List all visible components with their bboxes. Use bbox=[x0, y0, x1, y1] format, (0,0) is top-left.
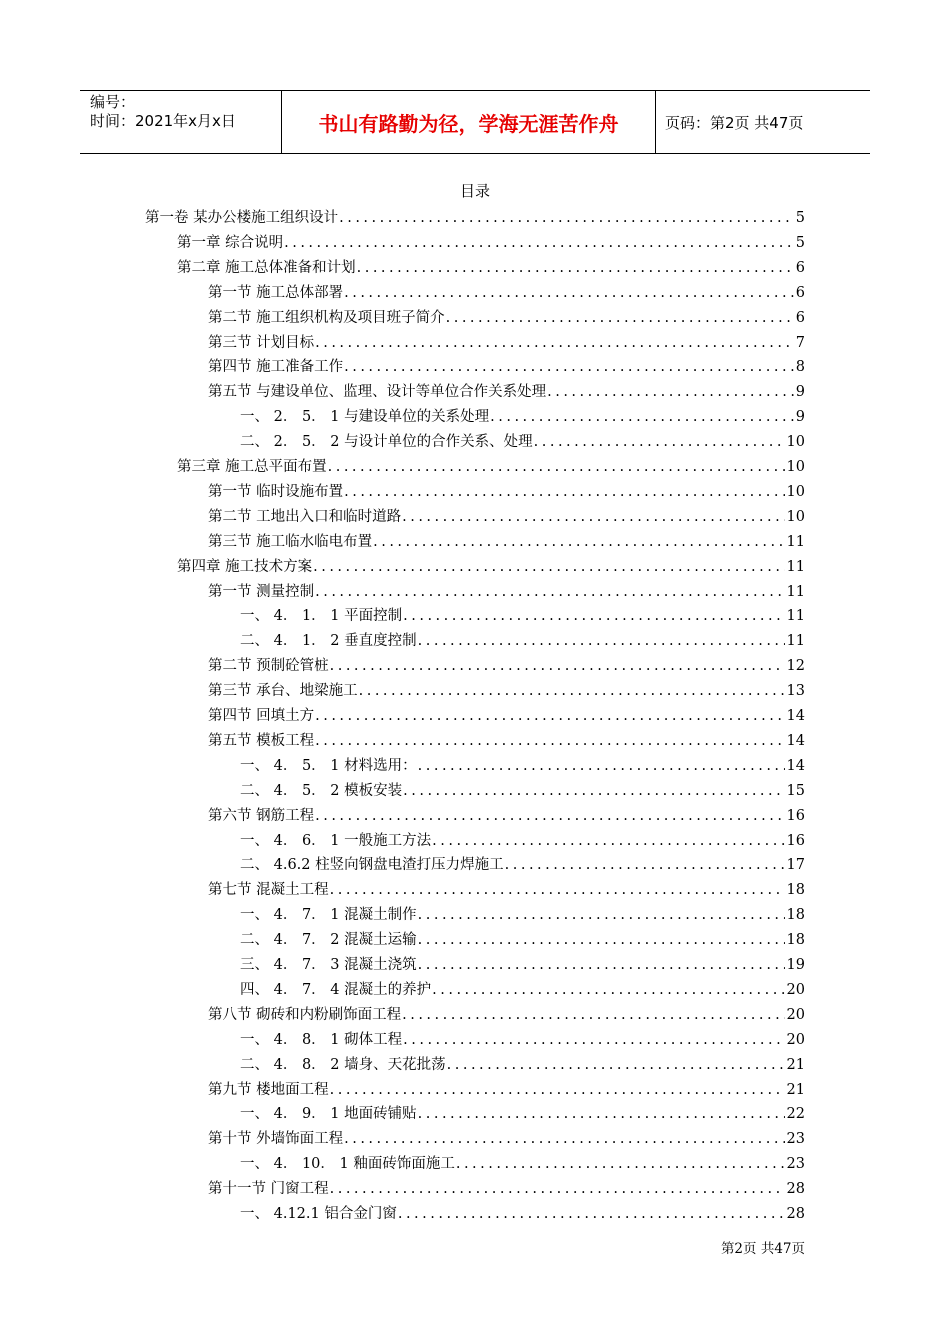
toc-leader-dots bbox=[418, 930, 785, 950]
toc-entry-title: 第三节 计划目标 bbox=[208, 334, 315, 351]
toc-leader-dots bbox=[403, 606, 784, 626]
toc-entry-page: 14 bbox=[786, 708, 805, 724]
toc-entry-title: 二、 4． 1． 2 垂直度控制 bbox=[240, 633, 417, 650]
toc-entry-page: 10 bbox=[786, 459, 805, 475]
toc-entry[interactable] bbox=[240, 602, 805, 626]
toc-entry-title: 第七节 混凝土工程 bbox=[208, 882, 329, 899]
toc-entry-page: 11 bbox=[786, 583, 805, 600]
toc-leader-dots bbox=[328, 457, 785, 477]
toc-entry-title: 第六节 钢筋工程 bbox=[208, 807, 315, 824]
toc-leader-dots bbox=[284, 233, 794, 253]
toc-leader-dots bbox=[547, 382, 794, 402]
toc-entry-page: 5 bbox=[795, 234, 805, 251]
toc-entry-title: 第十一节 门窗工程 bbox=[208, 1181, 329, 1198]
toc-leader-dots bbox=[313, 557, 784, 577]
toc-leader-dots bbox=[418, 631, 785, 651]
toc-entry[interactable] bbox=[240, 752, 805, 776]
toc-entry[interactable] bbox=[208, 279, 805, 303]
header-divider bbox=[655, 91, 656, 153]
toc-entry-page: 15 bbox=[786, 782, 805, 799]
toc-leader-dots bbox=[373, 532, 784, 552]
toc-entry[interactable] bbox=[208, 503, 805, 527]
toc-entry[interactable] bbox=[177, 254, 805, 278]
toc-leader-dots bbox=[344, 1129, 784, 1149]
toc-entry[interactable] bbox=[240, 926, 805, 950]
header-page-number: 页码：第2页 共47页 bbox=[665, 113, 804, 132]
toc-entry[interactable] bbox=[208, 876, 805, 900]
toc-entry-page: 16 bbox=[786, 832, 805, 849]
toc-entry-title: 第三节 施工临水临电布置 bbox=[208, 533, 373, 550]
toc-entry-page: 9 bbox=[795, 409, 805, 426]
toc-entry[interactable] bbox=[240, 851, 805, 875]
toc-entry-page: 18 bbox=[786, 932, 805, 949]
toc-entry-title: 二、 4． 8． 2 墙身、天花批荡 bbox=[240, 1056, 446, 1073]
toc-entry-page: 21 bbox=[786, 1056, 805, 1073]
toc-leader-dots bbox=[456, 1154, 785, 1174]
page-header bbox=[80, 90, 870, 154]
toc-entry[interactable] bbox=[240, 1200, 805, 1224]
toc-leader-dots bbox=[398, 1204, 785, 1224]
toc-entry-title: 第十节 外墙饰面工程 bbox=[208, 1131, 344, 1148]
toc-leader-dots bbox=[315, 582, 784, 602]
toc-leader-dots bbox=[402, 1005, 784, 1025]
header-left-cell bbox=[90, 93, 236, 131]
toc-entry[interactable] bbox=[240, 951, 805, 975]
toc-entry[interactable] bbox=[240, 1026, 805, 1050]
toc-entry[interactable] bbox=[177, 553, 805, 577]
toc-entry-title: 第二节 预制砼管桩 bbox=[208, 658, 329, 675]
toc-leader-dots bbox=[357, 258, 794, 278]
toc-leader-dots bbox=[534, 432, 785, 452]
toc-leader-dots bbox=[344, 357, 794, 377]
toc-entry-page: 18 bbox=[786, 907, 805, 924]
toc-entry-page: 11 bbox=[786, 608, 805, 625]
toc-leader-dots bbox=[418, 955, 785, 975]
toc-entry[interactable] bbox=[208, 1001, 805, 1025]
toc-entry-page: 23 bbox=[786, 1156, 805, 1173]
toc-entry-page: 5 bbox=[795, 210, 805, 226]
toc-leader-dots bbox=[315, 731, 784, 751]
toc-entry[interactable] bbox=[208, 677, 805, 701]
toc-entry[interactable] bbox=[208, 329, 805, 353]
toc-entry-page: 19 bbox=[786, 957, 805, 973]
toc-entry[interactable] bbox=[208, 652, 805, 676]
toc-leader-dots bbox=[418, 905, 785, 925]
toc-entry-page: 20 bbox=[786, 1031, 805, 1048]
toc-leader-dots bbox=[490, 407, 794, 427]
toc-entry[interactable] bbox=[208, 702, 805, 726]
toc-entry[interactable] bbox=[208, 1076, 805, 1100]
toc-entry-title: 一、 4． 7． 1 混凝土制作 bbox=[240, 907, 417, 924]
toc-leader-dots bbox=[330, 656, 785, 676]
toc-entry-title: 二、 4． 7． 2 混凝土运输 bbox=[240, 932, 417, 949]
toc-entry-title: 三、 4． 7． 3 混凝土浇筑 bbox=[240, 957, 417, 973]
toc-entry[interactable] bbox=[177, 453, 805, 477]
toc-entry[interactable] bbox=[208, 353, 805, 377]
toc-leader-dots bbox=[447, 1055, 785, 1075]
toc-entry[interactable] bbox=[208, 727, 805, 751]
toc-entry-page: 9 bbox=[795, 384, 805, 401]
toc-entry-page: 23 bbox=[786, 1131, 805, 1148]
toc-entry-page: 11 bbox=[786, 533, 805, 550]
toc-entry-title: 第五节 模板工程 bbox=[208, 732, 315, 749]
toc-entry-page: 13 bbox=[786, 683, 805, 700]
toc-leader-dots bbox=[432, 831, 784, 851]
toc-entry-page: 10 bbox=[786, 508, 805, 525]
toc-leader-dots bbox=[344, 482, 784, 502]
toc-entry-page: 14 bbox=[786, 732, 805, 749]
toc-entry-title: 一、 4． 5． 1 材料选用： bbox=[240, 757, 417, 774]
toc-entry-page: 6 bbox=[795, 309, 805, 326]
toc-leader-dots bbox=[418, 756, 785, 776]
toc-entry[interactable] bbox=[208, 378, 805, 402]
toc-leader-dots bbox=[315, 806, 784, 826]
toc-leader-dots bbox=[359, 681, 785, 701]
toc-entry[interactable] bbox=[208, 802, 805, 826]
toc-entry-title: 一、 4． 6． 1 一般施工方法 bbox=[240, 832, 432, 849]
toc-entry[interactable] bbox=[177, 229, 805, 253]
toc-leader-dots bbox=[339, 208, 794, 228]
toc-entry[interactable] bbox=[208, 478, 805, 502]
toc-entry-title: 第一卷 某办公楼施工组织设计 bbox=[145, 210, 339, 226]
toc-entry-page: 20 bbox=[786, 1006, 805, 1023]
toc-leader-dots bbox=[344, 283, 794, 303]
toc-entry-title: 第二节 施工组织机构及项目班子简介 bbox=[208, 309, 445, 326]
toc-entry-title: 一、 4． 8． 1 砌体工程 bbox=[240, 1031, 403, 1048]
toc-entry-title: 第一章 综合说明 bbox=[177, 234, 284, 251]
toc-entry[interactable] bbox=[240, 627, 805, 651]
toc-entry[interactable] bbox=[208, 304, 805, 328]
toc-leader-dots bbox=[418, 1104, 785, 1124]
toc-leader-dots bbox=[402, 507, 784, 527]
toc-entry-page: 20 bbox=[786, 981, 805, 998]
toc-entry[interactable] bbox=[208, 528, 805, 552]
toc-entry-page: 6 bbox=[795, 259, 805, 276]
toc-entry-title: 第四节 施工准备工作 bbox=[208, 359, 344, 376]
toc-entry-title: 第二章 施工总体准备和计划 bbox=[177, 259, 356, 276]
toc-entry-page: 22 bbox=[786, 1106, 805, 1123]
toc-entry-page: 18 bbox=[786, 882, 805, 899]
toc-entry-page: 10 bbox=[786, 434, 805, 451]
toc-leader-dots bbox=[330, 1080, 785, 1100]
toc-entry[interactable] bbox=[240, 428, 805, 452]
toc-entry-page: 7 bbox=[795, 334, 805, 351]
toc-entry-title: 一、 4． 9． 1 地面砖铺贴 bbox=[240, 1106, 417, 1123]
toc-entry-title: 一、 4.12.1 铝合金门窗 bbox=[240, 1206, 397, 1222]
date-label: 时间：2021年x月x日 bbox=[90, 112, 236, 130]
toc-leader-dots bbox=[403, 1030, 784, 1050]
toc-leader-dots bbox=[432, 980, 784, 1000]
toc-entry-page: 11 bbox=[786, 633, 805, 650]
toc-title: 目录 bbox=[459, 182, 490, 200]
toc-entry-title: 二、 4． 5． 2 模板安装 bbox=[240, 782, 403, 799]
toc-leader-dots bbox=[446, 308, 794, 328]
toc-entry[interactable] bbox=[240, 827, 805, 851]
toc-entry-title: 第二节 工地出入口和临时道路 bbox=[208, 508, 402, 525]
toc-entry[interactable] bbox=[208, 1175, 805, 1199]
toc-entry-page: 12 bbox=[786, 658, 805, 675]
toc-entry-title: 第九节 楼地面工程 bbox=[208, 1081, 329, 1098]
toc-entry-title: 第八节 砌砖和内粉刷饰面工程 bbox=[208, 1006, 402, 1023]
toc-entry-title: 第一节 施工总体部署 bbox=[208, 284, 344, 301]
toc-entry-page: 28 bbox=[786, 1206, 805, 1222]
toc-leader-dots bbox=[330, 1179, 785, 1199]
toc-entry[interactable] bbox=[240, 403, 805, 427]
toc-entry-page: 8 bbox=[795, 359, 805, 376]
toc-entry-page: 17 bbox=[786, 857, 805, 874]
toc-entry-page: 11 bbox=[786, 558, 805, 575]
toc-entry-title: 第四章 施工技术方案 bbox=[177, 558, 313, 575]
toc-entry-title: 一、 4． 10． 1 釉面砖饰面施工 bbox=[240, 1156, 455, 1173]
toc-entry[interactable] bbox=[240, 976, 805, 1000]
serial-label: 编号： bbox=[90, 93, 136, 111]
toc-entry-title: 第四节 回填土方 bbox=[208, 708, 315, 724]
toc-entry-title: 第一节 测量控制 bbox=[208, 583, 315, 600]
toc-entry-title: 第三章 施工总平面布置 bbox=[177, 459, 327, 475]
toc-entry-page: 16 bbox=[786, 807, 805, 824]
toc-entry-page: 21 bbox=[786, 1081, 805, 1098]
toc-entry[interactable] bbox=[208, 1125, 805, 1149]
toc-entry-page: 28 bbox=[786, 1181, 805, 1198]
toc-leader-dots bbox=[330, 880, 785, 900]
toc-entry[interactable] bbox=[240, 1051, 805, 1075]
toc-entry[interactable] bbox=[240, 901, 805, 925]
toc-entry[interactable] bbox=[145, 204, 805, 228]
toc-entry-title: 四、 4． 7． 4 混凝土的养护 bbox=[240, 981, 432, 998]
toc-leader-dots bbox=[315, 706, 784, 726]
toc-entry-title: 第五节 与建设单位、监理、设计等单位合作关系处理 bbox=[208, 384, 547, 401]
header-motto: 书山有路勤为径，学海无涯苦作舟 bbox=[318, 111, 619, 136]
toc-entry-title: 第一节 临时设施布置 bbox=[208, 483, 344, 500]
toc-entry-title: 二、 4.6.2 柱竖向钢盘电渣打压力焊施工 bbox=[240, 857, 504, 874]
toc-entry-page: 6 bbox=[795, 284, 805, 301]
toc-entry-title: 一、 4． 1． 1 平面控制 bbox=[240, 608, 403, 625]
toc-leader-dots bbox=[505, 855, 785, 875]
toc-entry[interactable] bbox=[240, 1100, 805, 1124]
toc-entry[interactable] bbox=[208, 578, 805, 602]
toc-entry-page: 10 bbox=[786, 483, 805, 500]
toc-entry-title: 一、 2． 5． 1 与建设单位的关系处理 bbox=[240, 409, 490, 426]
toc-entry-title: 第三节 承台、地梁施工 bbox=[208, 683, 358, 700]
toc-entry-title: 二、 2． 5． 2 与设计单位的合作关系、处理 bbox=[240, 434, 533, 451]
page-footer: 第2页 共47页 bbox=[720, 1241, 805, 1257]
toc-entry[interactable] bbox=[240, 777, 805, 801]
toc-leader-dots bbox=[315, 333, 794, 353]
toc-leader-dots bbox=[403, 781, 784, 801]
toc-entry-page: 14 bbox=[786, 757, 805, 774]
toc-entry[interactable] bbox=[240, 1150, 805, 1174]
